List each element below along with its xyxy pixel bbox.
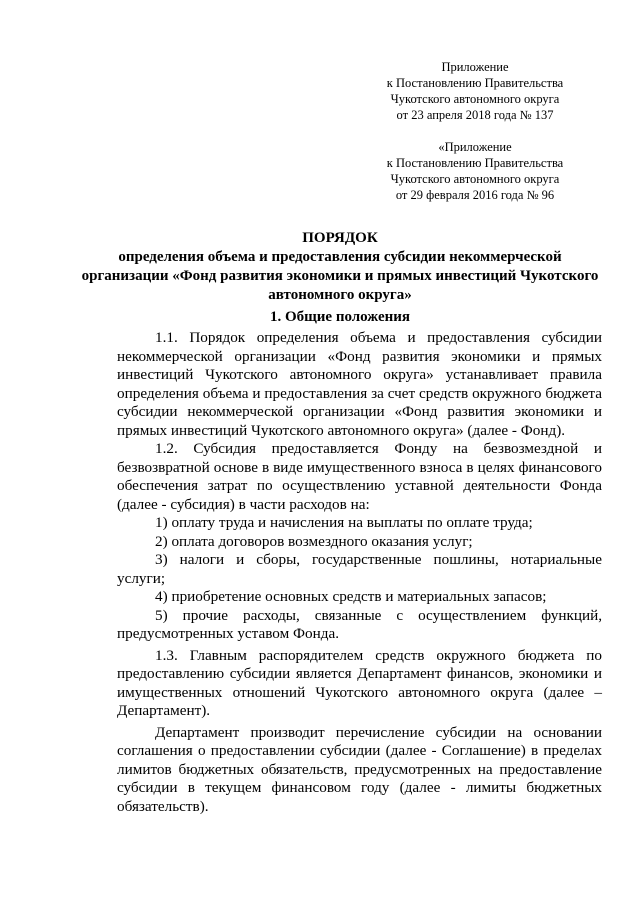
list-item: 2) оплата договоров возмездного оказания услуг; [155, 532, 473, 550]
appendix-line: к Постановлению Правительства [386, 156, 564, 170]
paragraph: 1.2. Субсидия предоставляется Фонду на безвозмездной и безвозвратной основе в виде имущественного взноса в целях финансового обеспечения затрат по осуществлению уставной деятельности Фонда (далее - субсидия) в части расходов на: [117, 440, 602, 513]
appendix-line: «Приложение [438, 140, 512, 154]
section-heading: 1. Общие положения [269, 309, 411, 325]
appendix-line: к Постановлению Правительства [386, 76, 564, 90]
appendix-original [370, 139, 580, 203]
list-item: 4) приобретение основных средств и материальных запасов; [155, 588, 547, 605]
appendix-line: от 29 февраля 2016 года № 96 [395, 188, 555, 202]
appendix-current [370, 59, 580, 123]
appendix-line: Чукотского автономного округа [390, 172, 560, 186]
list-item: 1) оплату труда и начисления на выплаты по оплате труда; [155, 514, 533, 531]
appendix-line: Приложение [441, 60, 509, 74]
document-subtitle: определения объема и предоставления субсидии некоммерческой организации «Фонд развития экономики и прямых инвестиций Чукотского автономного округа» [81, 249, 599, 303]
section-body [117, 329, 602, 816]
list-item: 5) прочие расходы, связанные с осуществлением функций, предусмотренных уставом Фонда. [117, 606, 602, 642]
list-item: 3) налоги и сборы, государственные пошлины, нотариальные услуги; [117, 551, 602, 587]
appendix-line: от 23 апреля 2018 года № 137 [396, 108, 554, 122]
document-title: ПОРЯДОК [302, 230, 378, 246]
paragraph: Департамент производит перечисление субсидии на основании соглашения о предоставлении субсидии (далее - Соглашение) в пределах лимитов бюджетных обязательств, предусмотренных на предоставление субсидии в текущем финансовом году (далее - лимиты бюджетных обязательств). [117, 723, 602, 815]
paragraph: 1.1. Порядок определения объема и предоставления субсидии некоммерческой организации «Фонд развития экономики и прямых инвестиций Чукотского автономного округа» устанавливает правила определения объема и предоставления за счет средств окружного бюджета субсидии некоммерческой организации «Фонд развития экономики и прямых инвестиций Чукотского автономного округа» (далее - Фонд). [117, 329, 602, 439]
paragraph: 1.3. Главным распорядителем средств окружного бюджета по предоставлению субсидии является Департамент финансов, экономики и имущественных отношений Чукотского автономного округа (далее – Департамент). [117, 646, 602, 719]
appendix-line: Чукотского автономного округа [390, 92, 560, 106]
